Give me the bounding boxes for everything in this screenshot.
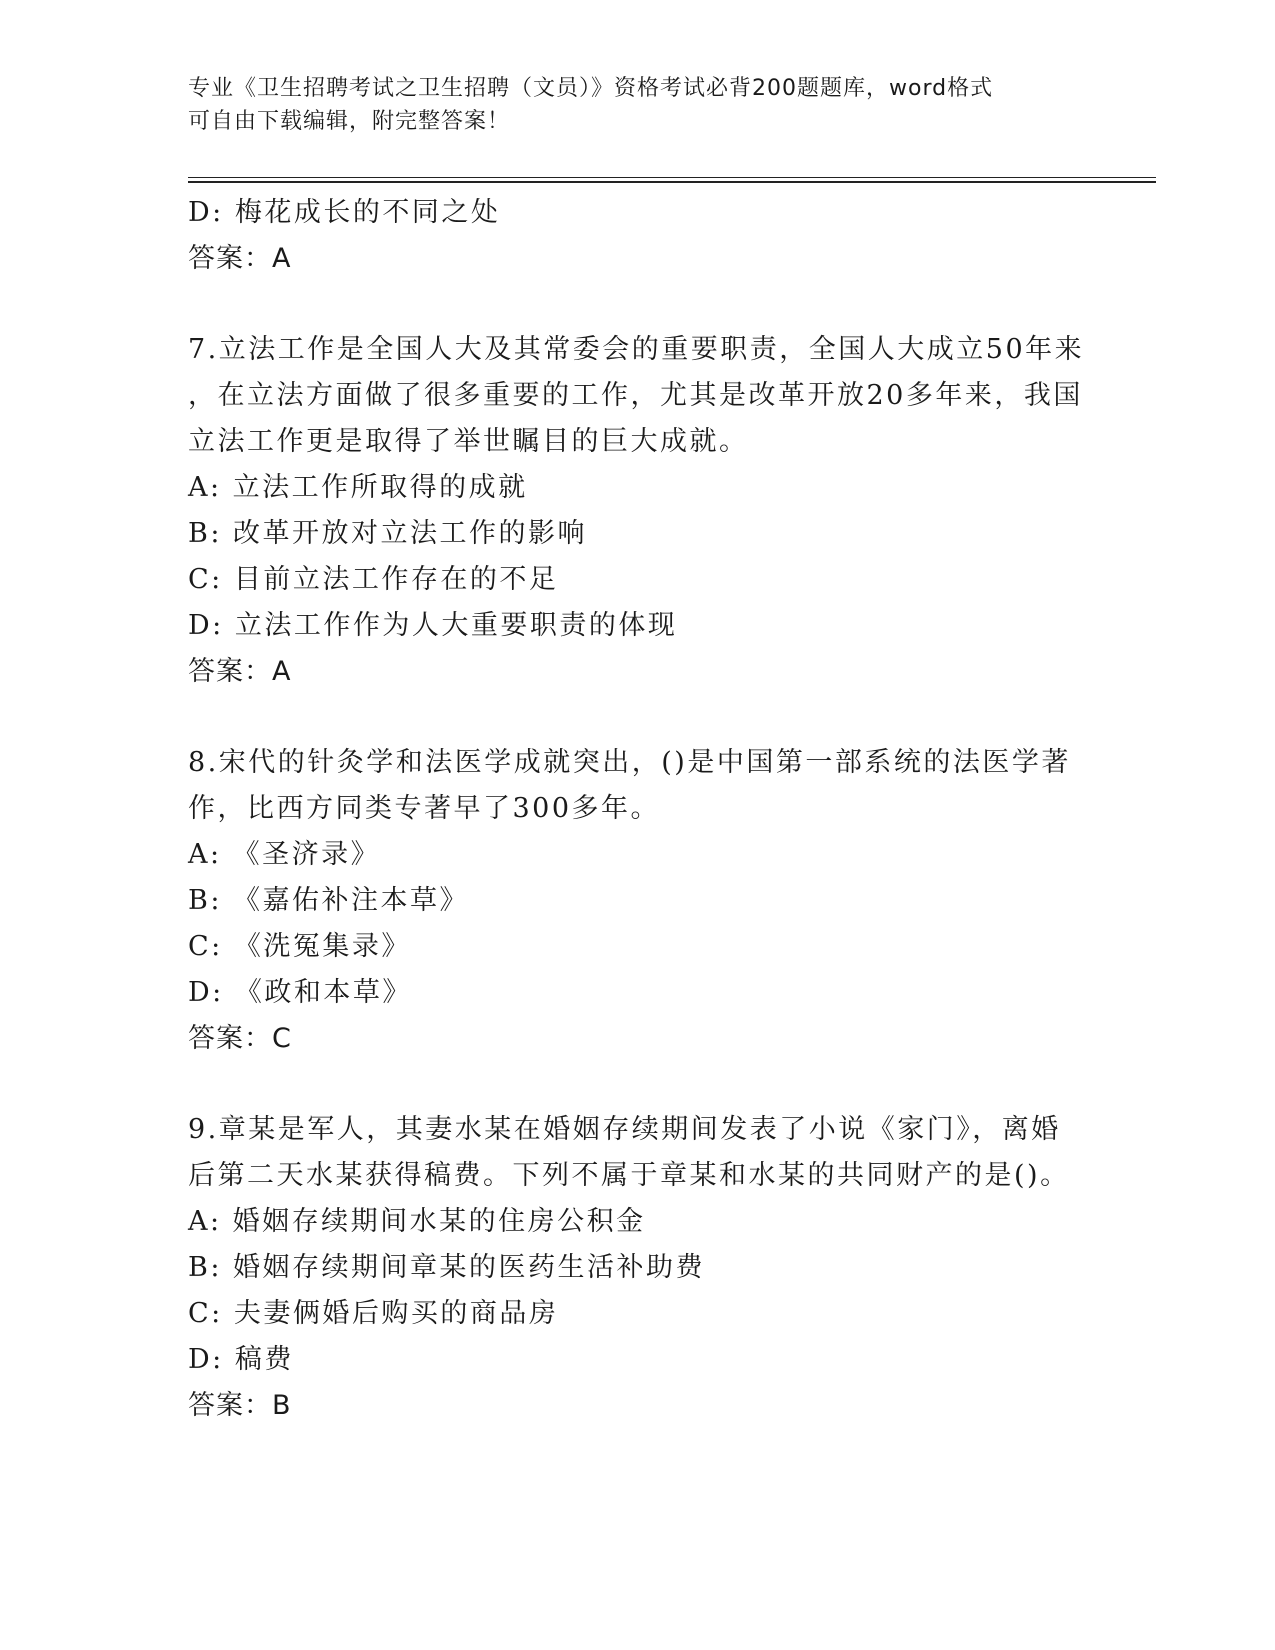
option-c: C: 目前立法工作存在的不足 <box>188 564 559 595</box>
stem-line: ，在立法方面做了很多重要的工作，尤其是改革开放20多年来，我国 <box>188 380 1083 411</box>
document-header <box>188 72 1088 138</box>
prev-question <box>188 190 1088 282</box>
question-stem <box>188 740 1088 832</box>
option-a: A: 婚姻存续期间水某的住房公积金 <box>188 1206 646 1237</box>
header-title-line-2: 可自由下载编辑，附完整答案！ <box>188 109 511 134</box>
stem-line: 作，比西方同类专著早了300多年。 <box>188 793 661 824</box>
option-b: B: 《嘉佑补注本草》 <box>188 885 470 916</box>
option-d: D: 梅花成长的不同之处 <box>188 197 501 228</box>
option-d: D: 立法工作作为人大重要职责的体现 <box>188 610 678 641</box>
answer: 答案：C <box>188 1023 292 1054</box>
question-stem <box>188 327 1088 465</box>
stem-line: 7.立法工作是全国人大及其常委会的重要职责，全国人大成立50年来 <box>188 334 1085 365</box>
question-8 <box>188 740 1088 1062</box>
option-d: D: 《政和本草》 <box>188 977 412 1008</box>
option-c: C: 《洗冤集录》 <box>188 931 411 962</box>
header-divider-thin <box>188 177 1156 178</box>
option-b: B: 改革开放对立法工作的影响 <box>188 518 588 549</box>
header-title-line-1: 专业《卫生招聘考试之卫生招聘（文员）》资格考试必背200题题库，word格式 <box>188 76 994 101</box>
stem-line: 9.章某是军人，其妻水某在婚姻存续期间发表了小说《家门》，离婚 <box>188 1114 1061 1145</box>
stem-line: 立法工作更是取得了举世瞩目的巨大成就。 <box>188 426 749 457</box>
stem-line: 8.宋代的针灸学和法医学成就突出，()是中国第一部系统的法医学著 <box>188 747 1071 778</box>
option-b: B: 婚姻存续期间章某的医药生活补助费 <box>188 1252 706 1283</box>
answer: 答案：B <box>188 1390 292 1421</box>
option-a: A: 《圣济录》 <box>188 839 381 870</box>
stem-line: 后第二天水某获得稿费。下列不属于章某和水某的共同财产的是()。 <box>188 1160 1070 1191</box>
question-7 <box>188 327 1088 695</box>
option-d: D: 稿费 <box>188 1344 294 1375</box>
option-c: C: 夫妻俩婚后购买的商品房 <box>188 1298 559 1329</box>
question-9 <box>188 1107 1088 1429</box>
answer: 答案：A <box>188 243 292 274</box>
answer: 答案：A <box>188 656 292 687</box>
question-stem <box>188 1107 1088 1199</box>
option-a: A: 立法工作所取得的成就 <box>188 472 528 503</box>
document-body <box>188 190 1088 1429</box>
header-divider-thick <box>188 181 1156 183</box>
